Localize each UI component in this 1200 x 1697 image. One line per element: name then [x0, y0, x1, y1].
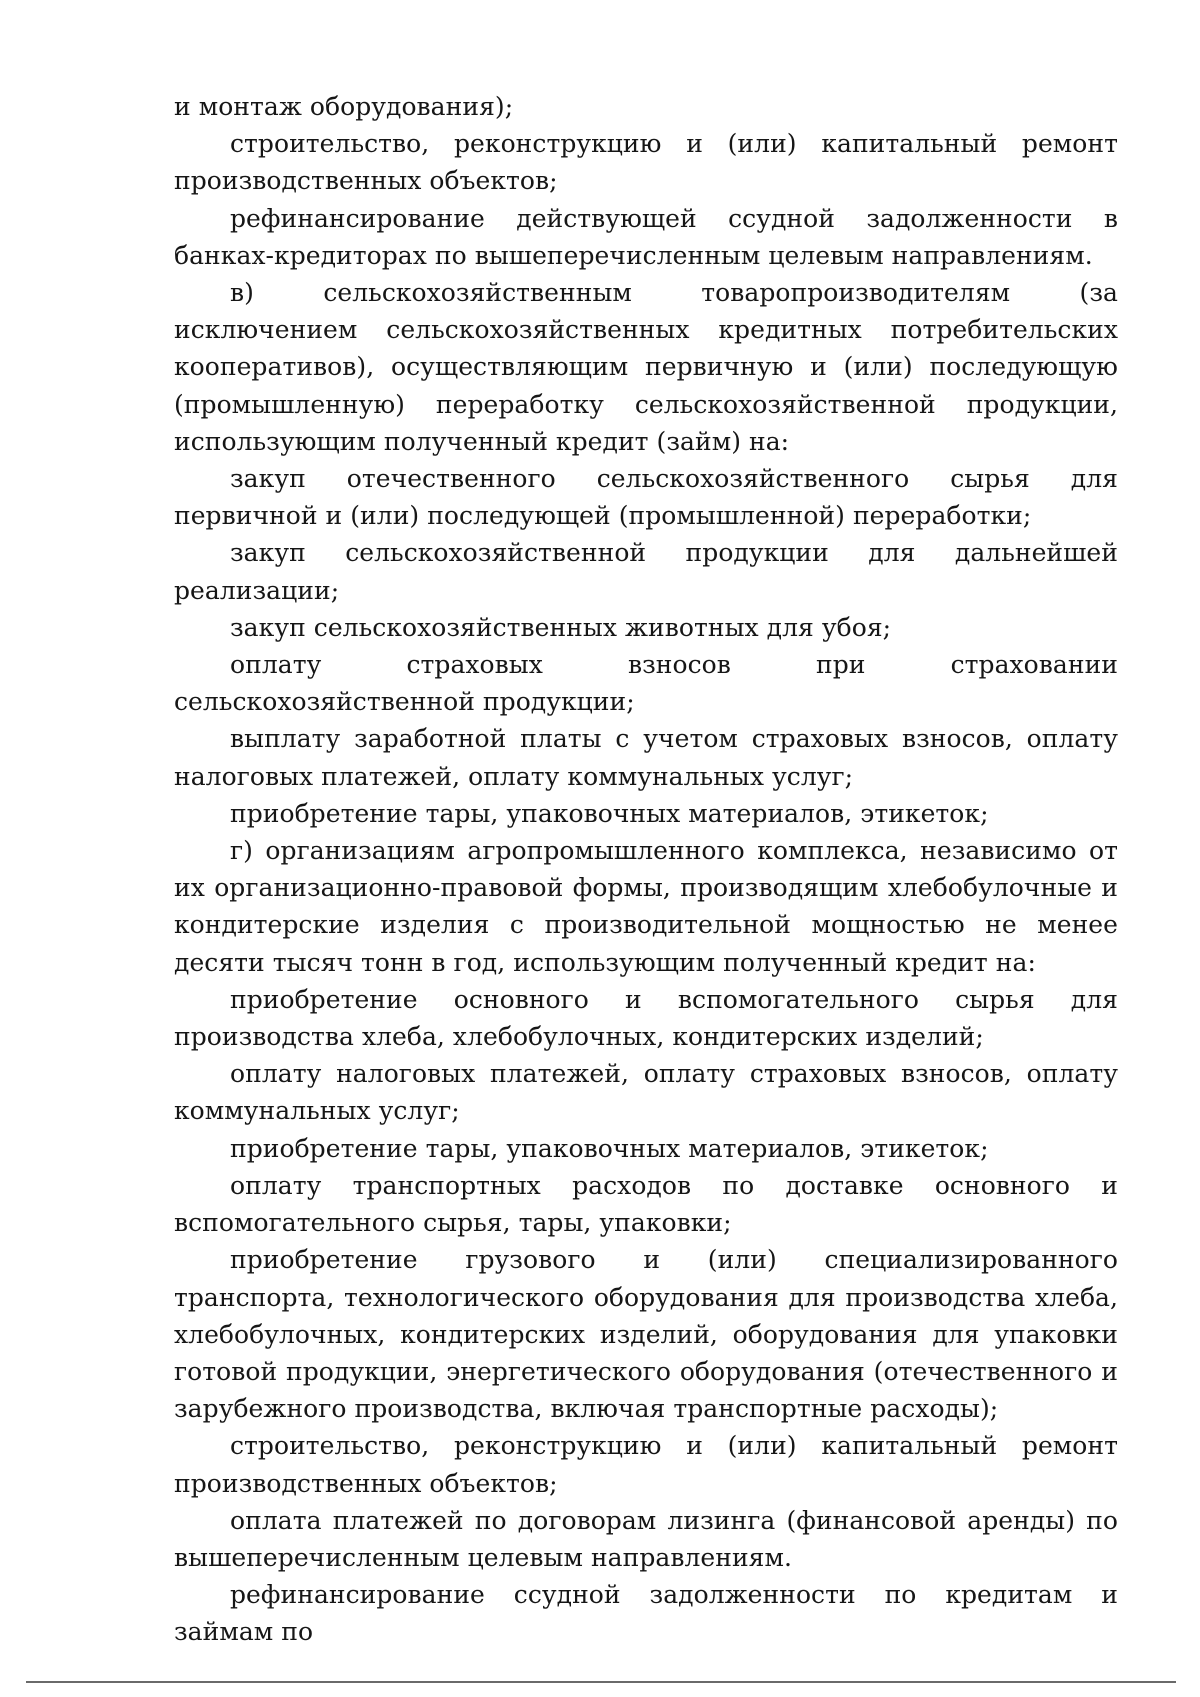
document-body [174, 88, 1118, 1651]
paragraph-produce-purchase: закуп сельскохозяйственной продукции для дальнейшей реализации; [174, 538, 1118, 605]
paragraph-construction-repair-2: строительство, реконструкцию и (или) капитальный ремонт производственных объектов; [174, 1431, 1118, 1498]
paragraph-taxes-utilities: оплату налоговых платежей, оплату страховых взносов, оплату коммунальных услуг; [174, 1059, 1118, 1126]
paragraph-leasing-payments: оплата платежей по договорам лизинга (финансовой аренды) по вышеперечисленным целевым направлениям. [174, 1505, 1118, 1572]
paragraph-insurance-premiums: оплату страховых взносов при страховании сельскохозяйственной продукции; [174, 650, 1118, 717]
paragraph-transport-costs: оплату транспортных расходов по доставке основного и вспомогательного сырья, тары, упаковки; [174, 1170, 1118, 1238]
paragraph-raw-material-bread: приобретение основного и вспомогательного сырья для производства хлеба, хлебобулочных, кондитерских изделий; [174, 984, 1118, 1052]
paragraph-equipment-acquisition: приобретение грузового и (или) специализированного транспорта, технологического оборудования для производства хлеба, хлебобулочных, кондитерских изделий, оборудования для упаковки готовой продукции, энергетического оборудования (отечественного и зарубежного производства, включая транспортные расходы); [174, 1245, 1118, 1424]
paragraph-raw-material-purchase: закуп отечественного сельскохозяйственного сырья для первичной и (или) последующей (промышленной) переработки; [174, 464, 1118, 531]
paragraph-packaging-labels-2: приобретение тары, упаковочных материалов, этикеток; [230, 1133, 989, 1163]
paragraph-item-v-producers: в) сельскохозяйственным товаропроизводителям (за исключением сельскохозяйственных кредитных потребительских кооперативов), осуществляющим первичную и (или) последующую (промышленную) переработку сельскохозяйственной продукции, использующим полученный кредит (займ) на: [174, 278, 1118, 456]
paragraph-wages-taxes: выплату заработной платы с учетом страховых взносов, оплату налоговых платежей, оплату коммунальных услуг; [174, 724, 1118, 791]
paragraph-item-g-bakery: г) организациям агропромышленного комплекса, независимо от их организационно-правовой формы, производящим хлебобулочные и кондитерские изделия с производительной мощностью не менее десяти тысяч тонн в год, использующим полученный кредит на: [174, 836, 1118, 977]
paragraph-refinancing-creditor-banks: рефинансирование действующей ссудной задолженности в банках-кредиторах по вышеперечисленным целевым направлениям. [174, 203, 1118, 270]
paragraph-equipment-installation: и монтаж оборудования); [174, 92, 514, 121]
paragraph-livestock-purchase: закуп сельскохозяйственных животных для убоя; [230, 612, 892, 642]
paragraph-packaging-labels: приобретение тары, упаковочных материалов, этикеток; [230, 798, 989, 828]
paragraph-construction-repair: строительство, реконструкцию и (или) капитальный ремонт производственных объектов; [174, 129, 1118, 196]
paragraph-loan-refinancing: рефинансирование ссудной задолженности по кредитам и займам по [174, 1580, 1118, 1647]
page-bottom-rule [26, 1681, 1176, 1683]
